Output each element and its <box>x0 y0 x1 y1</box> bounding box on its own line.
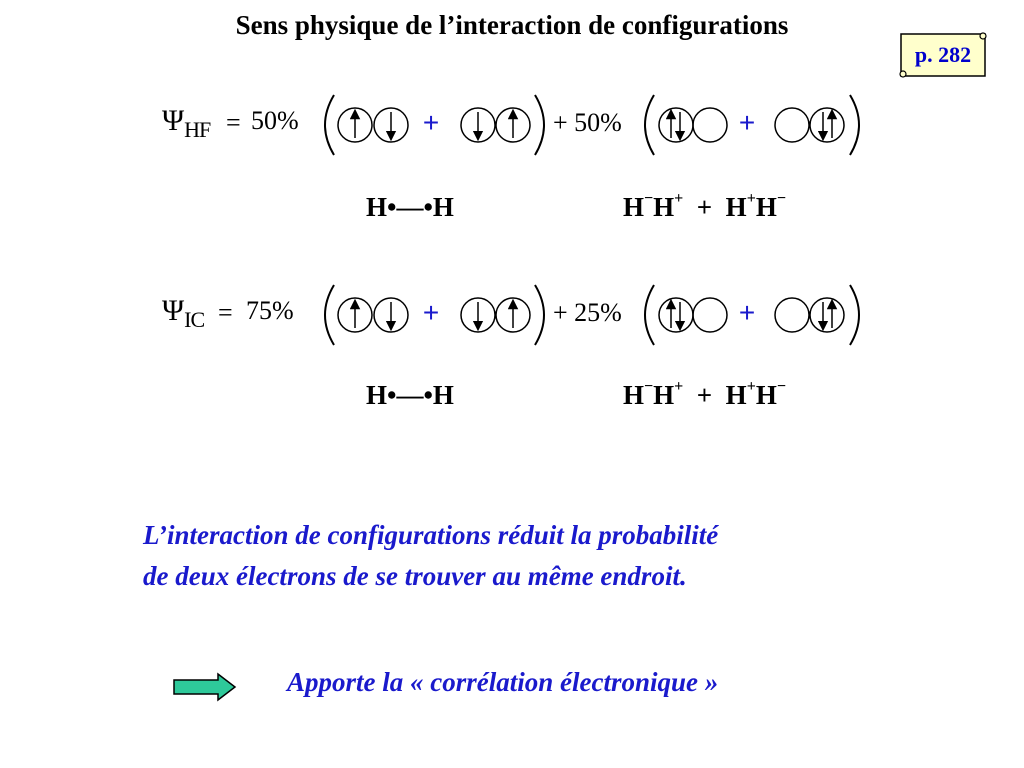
ionic-configurations <box>645 285 859 345</box>
plus-sign: + <box>738 107 756 138</box>
covalent-configurations <box>325 285 544 345</box>
coefficient-ionic: + 25% <box>553 298 622 327</box>
conclusion-line: de deux électrons de se trouver au même endroit. <box>143 561 687 591</box>
plus-sign: + <box>422 297 440 328</box>
psi-symbol: Ψ <box>162 104 185 137</box>
right-arrow-icon <box>172 672 238 702</box>
conclusion-line: L’interaction de configurations réduit la probabilité <box>143 520 719 550</box>
equals-sign: = <box>226 108 241 137</box>
psi-subscript: IC <box>184 307 205 332</box>
psi-ic-label <box>162 294 205 332</box>
hf-configurations-diagram <box>320 92 870 158</box>
covalent-label: H•—•H <box>366 192 454 222</box>
plus-sign: + <box>422 107 440 138</box>
page-reference-badge <box>898 30 988 80</box>
ic-configurations-diagram <box>320 282 870 348</box>
ionic-label: H−H+ + H+H− <box>623 190 786 222</box>
ionic-configurations <box>645 95 859 155</box>
covalent-configurations <box>325 95 544 155</box>
correlation-statement: Apporte la « corrélation électronique » <box>287 667 719 697</box>
coefficient-covalent: 50% <box>251 106 299 135</box>
coefficient-ionic: + 50% <box>553 108 622 137</box>
page-reference-label: p. 282 <box>914 42 972 67</box>
ionic-label: H−H+ + H+H− <box>623 378 786 410</box>
plus-sign: + <box>738 297 756 328</box>
psi-hf-label <box>162 104 211 142</box>
coefficient-covalent: 75% <box>246 296 294 325</box>
conclusion-text <box>143 515 718 597</box>
psi-symbol: Ψ <box>162 294 185 327</box>
page-title: Sens physique de l’interaction de configurations <box>235 10 789 40</box>
covalent-label: H•—•H <box>366 380 454 410</box>
psi-subscript: HF <box>184 117 211 142</box>
equals-sign: = <box>218 298 233 327</box>
